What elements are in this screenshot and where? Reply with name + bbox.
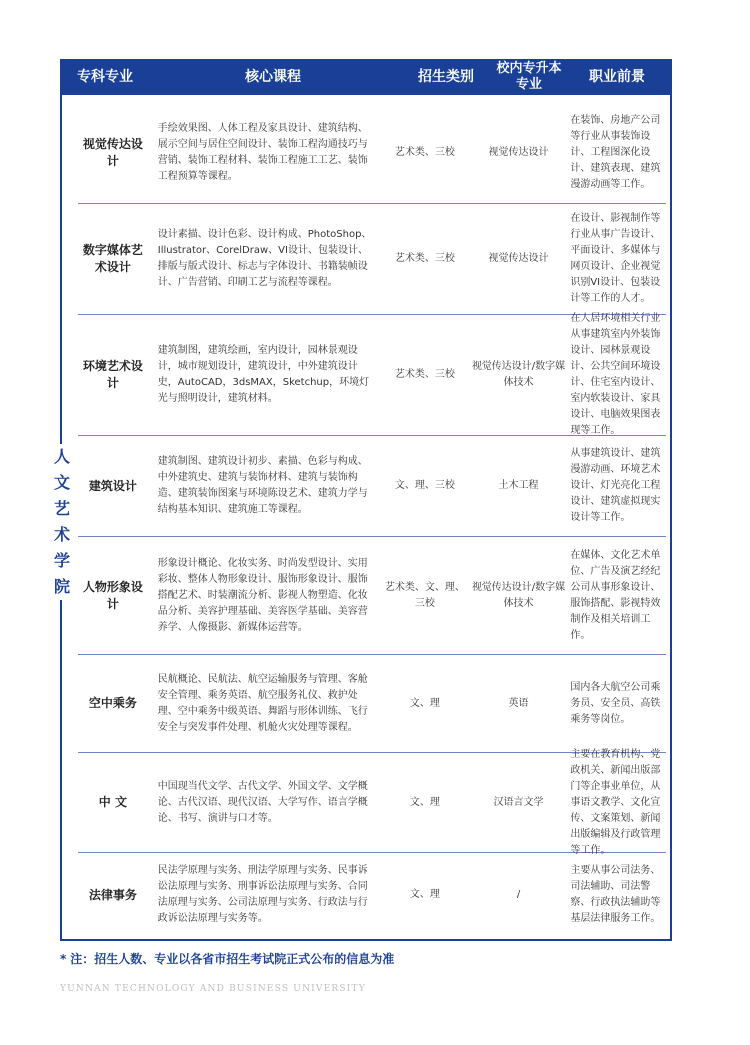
- career-prospect: 主要从事公司法务、司法辅助、司法警察、行政执法辅助等基层法律服务工作。: [570, 865, 661, 924]
- upgrade-major: 视觉传达设计: [488, 253, 549, 264]
- enroll-category: 艺术类、文、理、三校: [384, 581, 465, 609]
- college-char: 文: [53, 473, 70, 492]
- table-row: [78, 655, 666, 753]
- major-name: 建筑设计: [88, 478, 137, 493]
- enroll-category: 文、理: [409, 796, 440, 808]
- major-name: 法律事务: [88, 887, 137, 902]
- table-row: [78, 315, 666, 436]
- enroll-category: 文、理、三校: [394, 480, 455, 491]
- table-row: [78, 537, 666, 655]
- career-prospect: 在人居环境相关行业从事建筑室内外装饰设计、园林景观设计、公共空间环境设计、住宅室内设计、室内软装设计、家具设计、电脑效果图表现等工作。: [570, 313, 661, 436]
- table-row: [78, 103, 666, 204]
- college-char: 艺: [53, 499, 70, 518]
- table-row: [78, 853, 666, 937]
- major-name: 空中乘务: [88, 696, 137, 710]
- table-header: [60, 59, 672, 95]
- major-name: 视觉传达设计: [82, 137, 143, 168]
- major-name: 数字媒体艺术设计: [82, 243, 143, 274]
- table-row: [78, 204, 666, 315]
- college-char: 学: [53, 551, 70, 570]
- core-courses: 建筑制图，建筑绘画，室内设计，园林景观设计，城市规划设计，建筑设计，中外建筑设计史，AutoCAD，3dsMAX，Sketchup，环境灯光与照明设计，建筑材料。: [157, 345, 370, 404]
- upgrade-major: 汉语言文学: [493, 796, 544, 808]
- major-name: 中 文: [98, 795, 127, 809]
- enroll-category: 艺术类、三校: [394, 253, 455, 264]
- header-upgrade: [496, 61, 562, 93]
- core-courses: 中国现当代文学、古代文学、外国文学、文学概论、古代汉语、现代汉语、大学写作、语言学概论、书写、演讲与口才等。: [157, 780, 368, 824]
- enroll-category: 艺术类、三校: [394, 369, 455, 380]
- career-prospect: 国内各大航空公司乘务员、安全员、高铁乘务等岗位。: [570, 681, 661, 725]
- upgrade-major: 视觉传达设计/数字媒体技术: [471, 581, 566, 609]
- enroll-category: 艺术类、三校: [394, 147, 455, 158]
- table-row: [78, 748, 666, 856]
- college-char: 院: [53, 577, 70, 596]
- college-char: 人: [53, 447, 70, 466]
- header-category: 招生类别: [418, 69, 474, 85]
- core-courses: 设计素描、设计色彩、设计构成、PhotoShop、Illustrator、CorelDraw、VI设计、包装设计、排版与版式设计、标志与字体设计、书籍装帧设计、广告营销、印刷工艺与流程等课程。: [157, 229, 372, 288]
- core-courses: 形象设计概论、化妆实务、时尚发型设计、实用彩妆、整体人物形象设计、服饰形象设计、服饰搭配艺术、时装潮流分析、影视人物塑造、化妆品分析、美容护理基础、美容医学基础、美容营养学、人像摄影、新媒体运营等。: [157, 557, 368, 633]
- major-name: 人物形象设计: [82, 579, 143, 611]
- core-courses: 民航概论、民航法、航空运输服务与管理、客舱安全管理、乘务英语、航空服务礼仪、救护处理、空中乘务中级英语、舞蹈与形体训练、飞行安全与突发事件处理、机舱火灾处理等课程。: [157, 673, 368, 733]
- core-courses: 建筑制图、建筑设计初步、素描、色彩与构成、中外建筑史、建筑与装饰材料、建筑与装饰构造、建筑装饰图案与环境陈设艺术、建筑力学与结构基本知识、建筑施工等课程。: [157, 456, 368, 515]
- career-prospect: 在设计、影视制作等行业从事广告设计、平面设计、多媒体与网页设计、企业视觉识别VI设计、包装设计等工作的人才。: [570, 213, 661, 304]
- career-prospect: 在媒体、文化艺术单位、广告及演艺经纪公司从事形象设计、服饰搭配、影视特效制作及相关培训工作。: [570, 549, 661, 641]
- header-upgrade-line1: 校内专升本: [496, 61, 562, 76]
- major-name: 环境艺术设计: [82, 359, 143, 390]
- header-prospect: 职业前景: [589, 69, 645, 85]
- college-char: 术: [53, 525, 70, 544]
- asterisk-icon: *: [60, 952, 67, 966]
- footnote: [60, 950, 394, 967]
- university-name-footer: YUNNAN TECHNOLOGY AND BUSINESS UNIVERSITY: [60, 984, 366, 994]
- upgrade-major: /: [516, 889, 521, 900]
- upgrade-major: 英语: [508, 697, 529, 709]
- enroll-category: 文、理: [409, 697, 440, 709]
- table-row: [78, 436, 666, 537]
- upgrade-major: 视觉传达设计: [488, 147, 549, 158]
- header-courses: 核心课程: [245, 69, 301, 85]
- header-major: 专科专业: [77, 69, 133, 85]
- career-prospect: 在装饰、房地产公司等行业从事装饰设计、工程图深化设计、建筑表现、建筑漫游动画等工作。: [570, 115, 661, 190]
- career-prospect: 从事建筑设计、建筑漫游动画、环境艺术设计、灯光亮化工程设计、建筑虚拟现实设计等工作。: [570, 448, 661, 523]
- footnote-text: 注：招生人数、专业以各省市招生考试院正式公布的信息为准: [70, 952, 395, 966]
- core-courses: 民法学原理与实务、刑法学原理与实务、民事诉讼法原理与实务、刑事诉讼法原理与实务、合同法原理与实务、公司法原理与实务、行政法与行政诉讼法原理与实务等。: [157, 865, 368, 924]
- upgrade-major: 视觉传达设计/数字媒体技术: [471, 361, 566, 388]
- core-courses: 手绘效果图、人体工程及家具设计、建筑结构、展示空间与居住空间设计、装饰工程沟通技巧与营销、装饰工程材料、装饰工程施工工艺、装饰工程预算等课程。: [157, 123, 368, 182]
- college-label: [52, 444, 72, 600]
- upgrade-major: 土木工程: [498, 480, 539, 491]
- header-upgrade-line2: 专业: [515, 77, 542, 92]
- enroll-category: 文、理: [409, 889, 440, 900]
- career-prospect: 主要在教育机构、党政机关、新闻出版部门等企事业单位，从事语文教学、文化宣传、文案策划、新闻出版编辑及行政管理等工作。: [570, 748, 661, 856]
